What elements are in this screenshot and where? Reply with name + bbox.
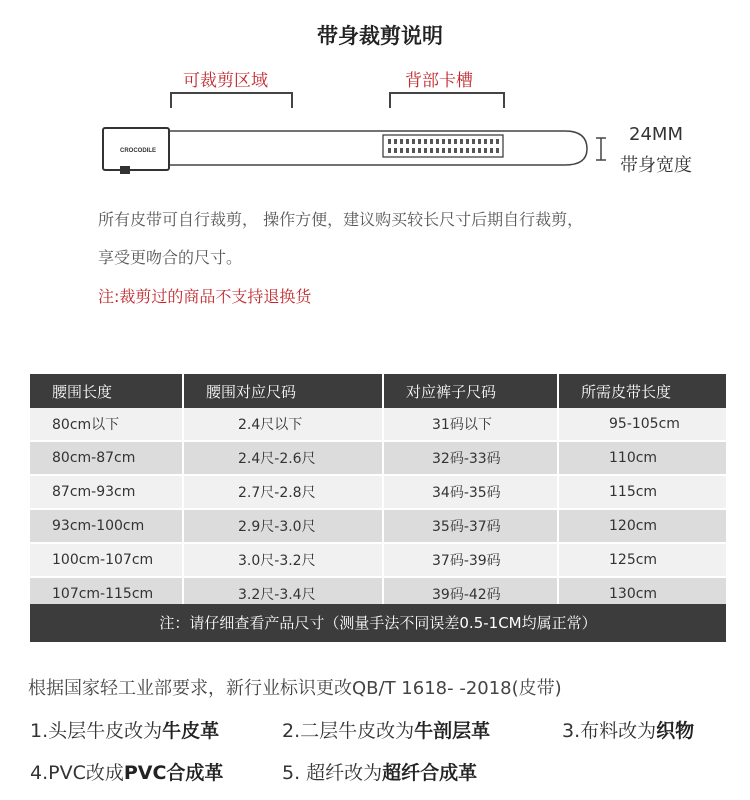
cell-pants-size: 34码-35码 bbox=[383, 475, 558, 509]
cell-waist-length: 87cm-93cm bbox=[30, 475, 183, 509]
table-row bbox=[30, 543, 726, 577]
cell-belt-length: 130cm bbox=[558, 577, 726, 611]
cell-waist-size: 3.0尺-3.2尺 bbox=[183, 543, 383, 577]
header-waist-size: 腰围对应尺码 bbox=[183, 374, 383, 408]
material-item-2-bold: 牛剖层革 bbox=[414, 720, 491, 742]
belt-width-value: 24MM bbox=[629, 124, 683, 145]
no-return-note: 注:裁剪过的商品不支持退换货 bbox=[98, 287, 312, 306]
material-item-1 bbox=[30, 716, 219, 743]
belt-illustration bbox=[95, 120, 595, 182]
material-item-4-prefix: 4.PVC改成 bbox=[30, 762, 124, 784]
material-item-4 bbox=[30, 758, 223, 785]
material-item-3 bbox=[562, 716, 694, 743]
cell-belt-length: 110cm bbox=[558, 441, 726, 475]
cell-waist-length: 80cm-87cm bbox=[30, 441, 183, 475]
size-table bbox=[30, 374, 726, 612]
material-item-2-prefix: 2.二层牛皮改为 bbox=[282, 720, 415, 742]
cell-belt-length: 125cm bbox=[558, 543, 726, 577]
cell-pants-size: 39码-42码 bbox=[383, 577, 558, 611]
cell-waist-length: 100cm-107cm bbox=[30, 543, 183, 577]
cell-belt-length: 120cm bbox=[558, 509, 726, 543]
material-item-2 bbox=[282, 716, 490, 743]
table-row bbox=[30, 509, 726, 543]
material-item-5 bbox=[282, 758, 477, 785]
cell-pants-size: 37码-39码 bbox=[383, 543, 558, 577]
cell-waist-length: 93cm-100cm bbox=[30, 509, 183, 543]
table-note: 注：请仔细查看产品尺寸（测量手法不同误差0.5-1CM均属正常） bbox=[30, 604, 726, 642]
industry-standard-text: 根据国家轻工业部要求，新行业标识更改QB/T 1618- -2018(皮带) bbox=[28, 678, 562, 699]
table-row bbox=[30, 441, 726, 475]
material-item-1-bold: 牛皮革 bbox=[162, 720, 220, 742]
back-slot bbox=[383, 135, 503, 157]
table-row bbox=[30, 408, 726, 441]
header-belt-length: 所需皮带长度 bbox=[558, 374, 726, 408]
material-item-4-bold: PVC合成革 bbox=[123, 762, 224, 784]
back-slot-label: 背部卡槽 bbox=[405, 71, 473, 91]
description-line-2: 享受更吻合的尺寸。 bbox=[98, 248, 243, 267]
cell-belt-length: 95-105cm bbox=[558, 408, 726, 441]
material-item-3-bold: 织物 bbox=[656, 720, 695, 742]
cell-pants-size: 35码-37码 bbox=[383, 509, 558, 543]
material-item-5-prefix: 5. 超纤改为 bbox=[282, 762, 383, 784]
cell-waist-size: 3.2尺-3.4尺 bbox=[183, 577, 383, 611]
description-line-1: 所有皮带可自行裁剪， 操作方便，建议购买较长尺寸后期自行裁剪， bbox=[98, 210, 584, 229]
cell-waist-length: 107cm-115cm bbox=[30, 577, 183, 611]
material-item-1-prefix: 1.头层牛皮改为 bbox=[30, 720, 163, 742]
material-item-3-prefix: 3.布料改为 bbox=[562, 720, 657, 742]
back-slot-bracket bbox=[389, 92, 505, 108]
buckle-brand-logo: CROCODILE bbox=[120, 148, 156, 154]
cell-waist-size: 2.4尺-2.6尺 bbox=[183, 441, 383, 475]
cell-waist-size: 2.7尺-2.8尺 bbox=[183, 475, 383, 509]
belt-width-label: 带身宽度 bbox=[620, 155, 692, 176]
material-item-5-bold: 超纤合成革 bbox=[382, 762, 478, 784]
cut-area-label: 可裁剪区域 bbox=[183, 71, 268, 91]
cell-pants-size: 32码-33码 bbox=[383, 441, 558, 475]
width-marker-icon bbox=[594, 136, 608, 162]
header-waist-length: 腰围长度 bbox=[30, 374, 183, 408]
cell-belt-length: 115cm bbox=[558, 475, 726, 509]
size-table-header bbox=[30, 374, 726, 408]
table-row bbox=[30, 475, 726, 509]
cut-area-bracket bbox=[170, 92, 293, 108]
cell-waist-size: 2.4尺以下 bbox=[183, 408, 383, 441]
belt-strap bbox=[170, 131, 587, 165]
cell-waist-size: 2.9尺-3.0尺 bbox=[183, 509, 383, 543]
cell-pants-size: 31码以下 bbox=[383, 408, 558, 441]
buckle-latch bbox=[120, 166, 130, 174]
page-title: 带身裁剪说明 bbox=[317, 24, 443, 48]
cell-waist-length: 80cm以下 bbox=[30, 408, 183, 441]
header-pants-size: 对应裤子尺码 bbox=[383, 374, 558, 408]
